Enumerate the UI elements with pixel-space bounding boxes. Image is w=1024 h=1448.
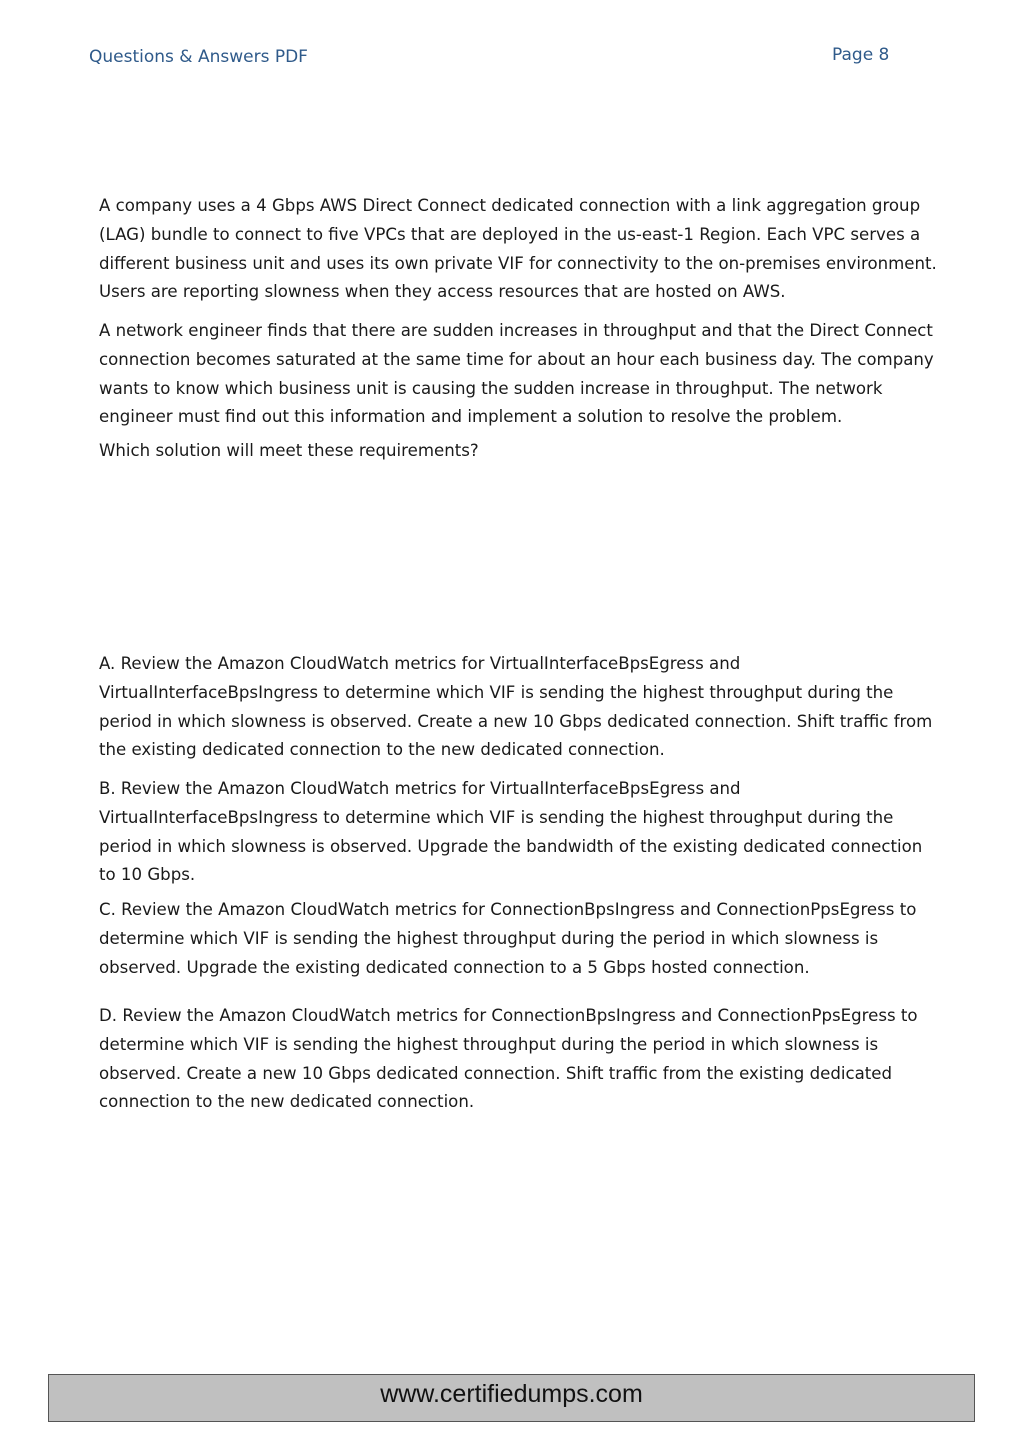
question-paragraph-2 bbox=[99, 317, 969, 432]
text-line: A network engineer finds that there are sudden increases in throughput and that the Direct Connect bbox=[99, 321, 933, 340]
text-line: observed. Create a new 10 Gbps dedicated connection. Shift traffic from the existing dedicated bbox=[99, 1063, 892, 1083]
text-line: A company uses a 4 Gbps AWS Direct Connect dedicated connection with a link aggregation group bbox=[99, 196, 921, 215]
text-line: (LAG) bundle to connect to five VPCs that are deployed in the us-east-1 Region. Each VPC serves a bbox=[99, 224, 921, 244]
text-line: determine which VIF is sending the highest throughput during the period in which slowness is bbox=[99, 1034, 879, 1054]
answer-option-b bbox=[99, 775, 969, 890]
footer-url[interactable]: www.certifiedumps.com bbox=[380, 1380, 643, 1408]
text-line: B. Review the Amazon CloudWatch metrics for VirtualInterfaceBpsEgress and bbox=[99, 779, 741, 798]
text-line: VirtualInterfaceBpsIngress to determine which VIF is sending the highest throughput during the bbox=[99, 807, 894, 827]
text-line: D. Review the Amazon CloudWatch metrics for ConnectionBpsIngress and ConnectionPpsEgress to bbox=[99, 1006, 918, 1025]
text-line: A. Review the Amazon CloudWatch metrics for VirtualInterfaceBpsEgress and bbox=[99, 654, 741, 673]
question-paragraph-1 bbox=[99, 192, 969, 307]
text-line: period in which slowness is observed. Upgrade the bandwidth of the existing dedicated connection bbox=[99, 836, 923, 856]
text-line: observed. Upgrade the existing dedicated connection to a 5 Gbps hosted connection. bbox=[99, 957, 810, 977]
text-line: to 10 Gbps. bbox=[99, 865, 196, 885]
text-line: different business unit and uses its own private VIF for connectivity to the on-premises environment. bbox=[99, 253, 937, 273]
footer-banner bbox=[48, 1374, 975, 1422]
answer-option-a bbox=[99, 650, 969, 765]
page-number: Page 8 bbox=[832, 45, 890, 65]
text-line: connection becomes saturated at the same time for about an hour each business day. The company bbox=[99, 349, 934, 369]
text-line: Users are reporting slowness when they access resources that are hosted on AWS. bbox=[99, 282, 786, 302]
text-line: Which solution will meet these requirements? bbox=[99, 441, 479, 460]
document-title: Questions & Answers PDF bbox=[89, 47, 308, 67]
text-line: wants to know which business unit is causing the sudden increase in throughput. The network bbox=[99, 378, 883, 398]
text-line: period in which slowness is observed. Create a new 10 Gbps dedicated connection. Shift traffic from bbox=[99, 711, 933, 731]
text-line: C. Review the Amazon CloudWatch metrics for ConnectionBpsIngress and ConnectionPpsEgress to bbox=[99, 900, 917, 919]
text-line: VirtualInterfaceBpsIngress to determine which VIF is sending the highest throughput during the bbox=[99, 682, 894, 702]
text-line: engineer must find out this information and implement a solution to resolve the problem. bbox=[99, 407, 843, 427]
text-line: the existing dedicated connection to the new dedicated connection. bbox=[99, 740, 665, 760]
answer-option-c bbox=[99, 896, 969, 982]
text-line: determine which VIF is sending the highest throughput during the period in which slowness is bbox=[99, 928, 879, 948]
text-line: connection to the new dedicated connection. bbox=[99, 1092, 475, 1112]
answer-option-d bbox=[99, 1002, 969, 1117]
question-prompt bbox=[99, 437, 969, 466]
